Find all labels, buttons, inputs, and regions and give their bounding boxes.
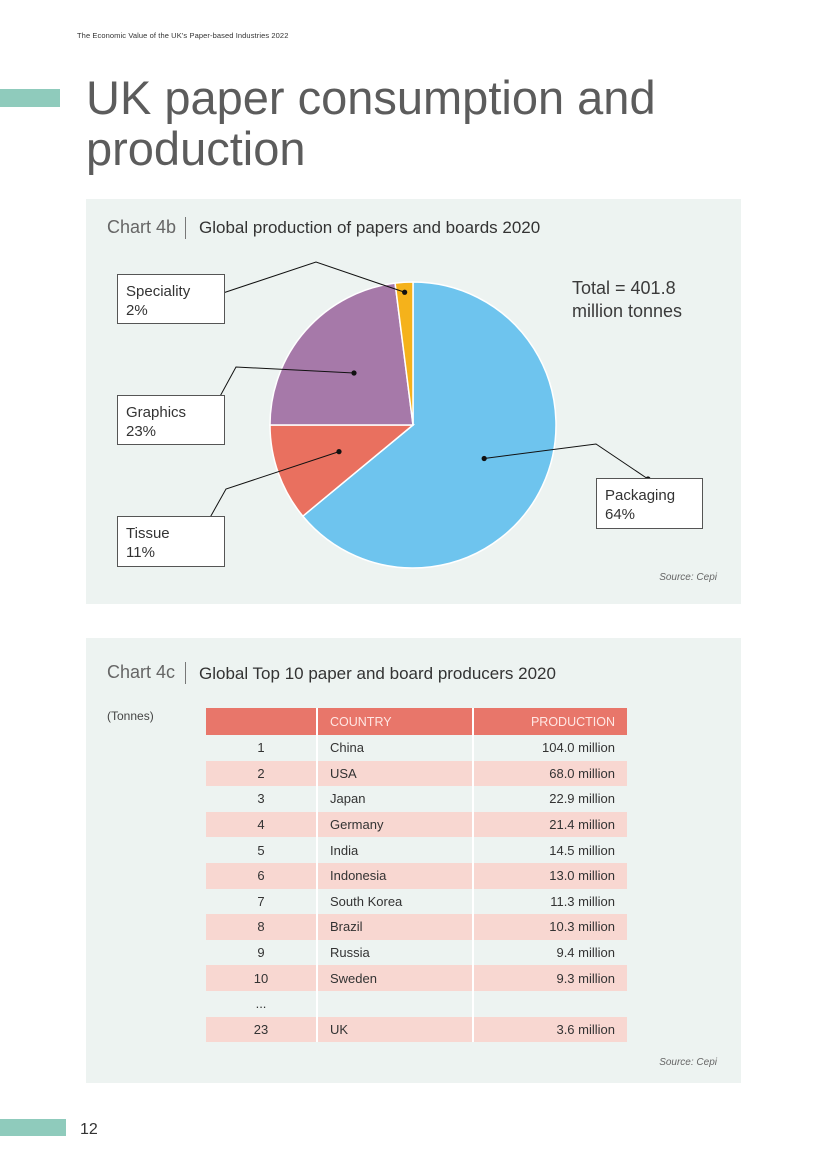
cell-country: Brazil: [317, 914, 473, 940]
table-row: [206, 889, 627, 915]
cell-country: Indonesia: [317, 863, 473, 889]
cell-production: 104.0 million: [542, 740, 615, 756]
title-accent-bar: [0, 89, 60, 107]
table-row: [206, 914, 627, 940]
chart-4c-panel: [86, 638, 741, 1083]
cell-production: 21.4 million: [473, 812, 627, 838]
chart-4b-number: Chart 4b: [107, 217, 177, 237]
table-row: [206, 837, 627, 863]
callout-packaging: [596, 478, 703, 529]
table-header-row: [206, 708, 627, 735]
callout-tissue-name: Tissue: [126, 525, 170, 542]
header-country: COUNTRY: [317, 708, 473, 735]
table-row: [206, 761, 627, 787]
page-number: 12: [80, 1121, 98, 1138]
callout-packaging-value: 64%: [605, 506, 636, 523]
callout-graphics-name: Graphics: [126, 404, 187, 421]
cell-country: USA: [317, 761, 473, 787]
chart-4c-number: Chart 4c: [107, 662, 176, 682]
cell-rank: 9: [206, 940, 317, 966]
producers-table: [206, 708, 627, 1042]
cell-rank: 1: [206, 735, 317, 761]
pie-slice-graphics: [270, 283, 413, 425]
cell-production: 68.0 million: [473, 761, 627, 787]
cell-rank: 3: [206, 786, 317, 812]
table-row: [206, 1017, 627, 1043]
footer-accent-bar: [0, 1119, 66, 1136]
leader-dot-graphics: [351, 370, 356, 375]
table-row: [206, 991, 627, 1017]
cell-country: Germany: [317, 812, 473, 838]
total-label-line-2: million tonnes: [572, 301, 683, 321]
total-label-line-1: Total = 401.8: [572, 278, 676, 298]
cell-country: [317, 991, 473, 1017]
cell-production: 9.4 million: [556, 945, 615, 961]
cell-country: Japan: [317, 786, 473, 812]
table-row: [206, 786, 627, 812]
cell-rank: 10: [206, 965, 317, 991]
callout-speciality: [117, 274, 225, 324]
cell-production: 3.6 million: [473, 1017, 627, 1043]
table-row: [206, 863, 627, 889]
callout-graphics: [117, 395, 225, 445]
running-head: The Economic Value of the UK’s Paper-based Industries 2022: [77, 31, 289, 40]
callout-packaging-name: Packaging: [605, 487, 676, 504]
table-row: [206, 812, 627, 838]
callout-tissue-value: 11%: [126, 544, 155, 561]
leader-dot-packaging: [482, 456, 487, 461]
cell-rank: 8: [206, 914, 317, 940]
cell-production: 13.0 million: [473, 863, 627, 889]
cell-rank: ...: [206, 991, 317, 1017]
cell-production: 10.3 million: [473, 914, 627, 940]
header-production: PRODUCTION: [473, 708, 627, 735]
cell-production: 22.9 million: [549, 791, 615, 807]
callout-tissue: [117, 516, 225, 567]
cell-country: Sweden: [317, 965, 473, 991]
cell-country: Russia: [317, 940, 473, 966]
cell-country: UK: [317, 1017, 473, 1043]
cell-country: India: [317, 837, 473, 863]
header-rank: [206, 708, 317, 735]
cell-country: China: [317, 735, 473, 761]
cell-country: South Korea: [317, 889, 473, 915]
callout-graphics-value: 23%: [126, 423, 157, 440]
total-label: [572, 277, 682, 323]
cell-rank: 23: [206, 1017, 317, 1043]
cell-rank: 6: [206, 863, 317, 889]
leader-dot-tissue: [336, 449, 341, 454]
cell-production: 9.3 million: [473, 965, 627, 991]
cell-production: 14.5 million: [549, 842, 615, 858]
cell-production: [473, 991, 627, 1017]
cell-rank: 7: [206, 889, 317, 915]
table-row: [206, 940, 627, 966]
chart-4c-source: Source: Cepi: [659, 1057, 717, 1068]
chart-4b-source: Source: Cepi: [659, 572, 717, 583]
table-row: [206, 965, 627, 991]
cell-rank: 4: [206, 812, 317, 838]
callout-speciality-name: Speciality: [126, 283, 191, 300]
cell-rank: 5: [206, 837, 317, 863]
cell-rank: 2: [206, 761, 317, 787]
callout-speciality-value: 2%: [126, 302, 148, 319]
table-row: [206, 735, 627, 761]
cell-production: 11.3 million: [550, 893, 615, 909]
chart-4b-title: Global production of papers and boards 2020: [199, 218, 541, 237]
chart-4c-title: Global Top 10 paper and board producers 2020: [199, 664, 556, 683]
unit-note: (Tonnes): [107, 709, 154, 723]
chart-4c-separator: [185, 662, 186, 684]
chart-4b-panel: [86, 199, 741, 604]
leader-dot-speciality: [402, 290, 407, 295]
page-title: UK paper consumption and production: [86, 71, 656, 175]
